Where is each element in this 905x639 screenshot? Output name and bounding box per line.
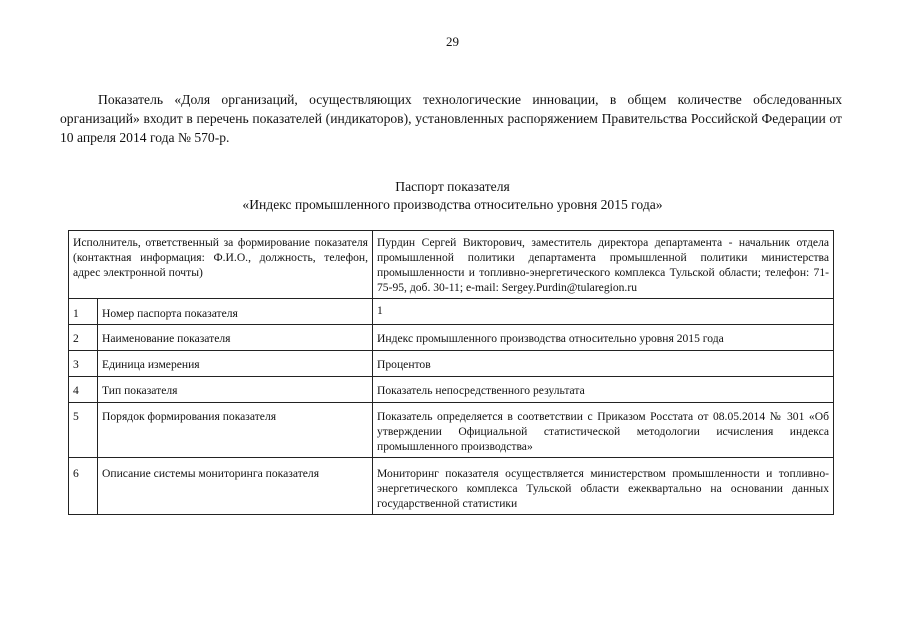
row-value: Показатель непосредственного результата xyxy=(373,377,834,403)
row-label: Единица измерения xyxy=(98,351,373,377)
row-label: Описание системы мониторинга показателя xyxy=(98,458,373,515)
table-row xyxy=(69,351,834,377)
row-value: Мониторинг показателя осуществляется министерством промышленности и топливно-энергетического комплекса Тульской области ежеквартально на основании данных государственной статистики xyxy=(373,458,834,515)
row-value: Индекс промышленного производства относительно уровня 2015 года xyxy=(373,325,834,351)
row-value: Процентов xyxy=(373,351,834,377)
row-number: 5 xyxy=(69,403,98,458)
passport-title-line1: Паспорт показателя xyxy=(395,179,510,194)
intro-paragraph: Показатель «Доля организаций, осуществляющих технологические инновации, в общем количестве обследованных организаций» входит в перечень показателей (индикаторов), установленных распоряжением Правительства Российской Федерации от 10 апреля 2014 года № 570-р. xyxy=(60,92,842,145)
passport-table xyxy=(68,230,834,515)
executor-value: Пурдин Сергей Викторович, заместитель директора департамента - начальник отдела промышленной политики департамента промышленной политики министерства промышленности и топливно-энергетического комплекса Тульской области; телефон: 71-75-95, доб. 30-11; e-mail: Sergey.Purdin@tularegion.ru xyxy=(373,231,834,299)
passport-title xyxy=(0,178,905,214)
table-row xyxy=(69,325,834,351)
table-row xyxy=(69,231,834,299)
row-label: Порядок формирования показателя xyxy=(98,403,373,458)
row-label: Тип показателя xyxy=(98,377,373,403)
row-value: Показатель определяется в соответствии с Приказом Росстата от 08.05.2014 № 301 «Об утверждении Официальной статистической методологии исчисления индекса промышленного производства» xyxy=(373,403,834,458)
executor-label: Исполнитель, ответственный за формирование показателя (контактная информация: Ф.И.О., должность, телефон, адрес электронной почты) xyxy=(69,231,373,299)
table-row xyxy=(69,403,834,458)
row-number: 2 xyxy=(69,325,98,351)
row-number: 3 xyxy=(69,351,98,377)
page-number: 29 xyxy=(446,34,459,49)
row-value: 1 xyxy=(373,299,834,325)
passport-title-line2: «Индекс промышленного производства относительно уровня 2015 года» xyxy=(242,197,663,212)
row-label: Наименование показателя xyxy=(98,325,373,351)
row-number: 6 xyxy=(69,458,98,515)
table-row xyxy=(69,299,834,325)
table-row xyxy=(69,458,834,515)
row-number: 1 xyxy=(69,299,98,325)
table-row xyxy=(69,377,834,403)
row-label: Номер паспорта показателя xyxy=(98,299,373,325)
row-number: 4 xyxy=(69,377,98,403)
